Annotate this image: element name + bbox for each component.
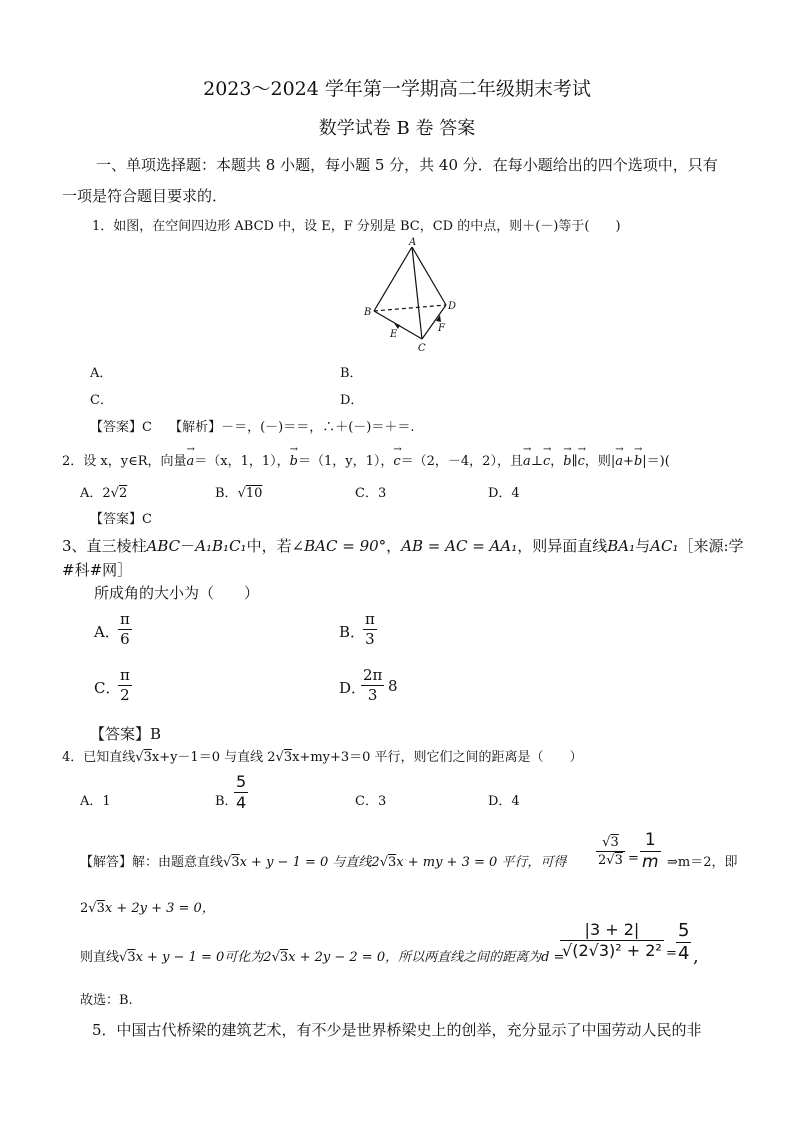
q4-solution-equals: = bbox=[628, 851, 639, 866]
q2-option-d: D．4 bbox=[488, 486, 520, 501]
q4-stem: 4．已知直线√3x+y－1＝0 与直线 2√3x+my+3＝0 平行，则它们之间的距离是（ ） bbox=[62, 750, 583, 765]
label-c: C bbox=[418, 343, 426, 354]
q1-option-b: B． bbox=[340, 366, 363, 381]
q2-stem-part1: 2．设 x，y∈R，向量 bbox=[62, 454, 187, 469]
q3-stem-line2: #科#网］ bbox=[62, 561, 133, 579]
q2-stem-part2: ＝（x，1，1）， bbox=[194, 454, 290, 469]
q2-option-c: C．3 bbox=[355, 486, 387, 501]
q4-solution-line2: 2√3x + 2y + 3 = 0， bbox=[80, 901, 215, 916]
q2-answer: 【答案】C bbox=[90, 512, 152, 527]
label-e: E bbox=[390, 329, 398, 340]
q2-stem-part4: ＝（2，－4，2），且 bbox=[400, 454, 523, 469]
q3-option-d-fraction: 2π 3 bbox=[363, 666, 383, 704]
exam-subtitle: 数学试卷 B 卷 答案 bbox=[318, 118, 476, 139]
q4-distance-comma: , bbox=[693, 946, 699, 967]
prism-a1b1c1: A₁B₁C₁ bbox=[195, 537, 247, 555]
q1-option-c: C． bbox=[90, 393, 113, 408]
line-ac1: AC₁ bbox=[650, 537, 679, 555]
q5-stem: 5．中国古代桥梁的建筑艺术，有不少是世界桥梁史上的创举，充分显示了中国劳动人民的非 bbox=[92, 1021, 702, 1039]
section-heading-line1: 一、单项选择题：本题共 8 小题，每小题 5 分，共 40 分．在每小题给出的四个选项中，只有 bbox=[96, 156, 718, 174]
q3-option-b-label: B． bbox=[339, 623, 366, 641]
q4-distance-equals: = bbox=[666, 946, 677, 961]
q4-solution-ratio: √3 2√3 bbox=[598, 835, 623, 868]
tetrahedron-figure bbox=[360, 235, 470, 355]
vector-a-3: → a bbox=[615, 454, 623, 469]
q3-option-a-fraction: π 6 bbox=[120, 610, 130, 648]
q2-option-a: A．2√2 bbox=[80, 486, 128, 501]
q4-option-c: C．3 bbox=[355, 794, 387, 809]
q2-stem-part3: ＝（1，y，1）， bbox=[297, 454, 394, 469]
q4-solution-inverse-m: 1 m bbox=[642, 830, 659, 872]
q4-solution-line1: 【解答】解：由题意直线√3x + y − 1 = 0 与直线2√3x + my + 3 = 0 平行，可得 bbox=[80, 855, 567, 870]
q4-option-b-fraction: 5 4 bbox=[236, 772, 247, 812]
q3-option-d-label: D． bbox=[339, 679, 367, 697]
q1-stem: 1．如图，在空间四边形 ABCD 中，设 E，F 分别是 BC，CD 的中点，则＋(－)等于( ) bbox=[92, 219, 621, 234]
q2-stem-part6: ， bbox=[550, 454, 564, 469]
edge-bd bbox=[374, 305, 446, 311]
q2-optB-radicand: 10 bbox=[245, 486, 263, 501]
q2-stem-part8: ，则| bbox=[584, 454, 616, 469]
q3-option-c-fraction: π 2 bbox=[120, 666, 130, 704]
q1-answer: 【答案】C 【解析】－＝，(－)＝＝，∴＋(－)＝＋＝. bbox=[90, 420, 415, 435]
q3-option-c-label: C． bbox=[94, 679, 121, 697]
q3-answer: 【答案】B bbox=[90, 725, 162, 743]
q3-option-a-label: A． bbox=[94, 623, 120, 641]
vector-b-2: → b bbox=[563, 454, 571, 469]
q4-conclusion: 故选：B. bbox=[80, 993, 133, 1008]
vector-a: → a bbox=[187, 454, 195, 469]
q3-option-b-fraction: π 3 bbox=[365, 610, 375, 648]
q2-option-b: B．√10 bbox=[215, 486, 263, 501]
label-d: D bbox=[448, 301, 457, 312]
q4-option-d: D．4 bbox=[488, 794, 520, 809]
q4-option-a: A．1 bbox=[80, 794, 111, 809]
section-heading-line2: 一项是符合题目要求的． bbox=[62, 187, 228, 205]
parallel-symbol: ∥ bbox=[571, 454, 578, 469]
q4-option-b-label: B． bbox=[215, 794, 238, 809]
line-ba1: BA₁ bbox=[607, 537, 636, 555]
plus-symbol: + bbox=[623, 454, 634, 469]
q2-stem-part10: |＝)( bbox=[642, 454, 670, 469]
q3-stem-line1: 3、直三棱柱ABC－A₁B₁C₁中，若∠BAC = 90°，AB = AC = AA₁，则异面直线BA₁与AC₁［来源:学 bbox=[62, 537, 744, 555]
vector-b: → b bbox=[290, 454, 298, 469]
vector-a-2: → a bbox=[523, 454, 531, 469]
q4-distance-result: 5 4 bbox=[678, 920, 690, 964]
label-b: B bbox=[364, 307, 372, 318]
q4-solution-tail: ⇒m＝2，即 bbox=[667, 855, 738, 870]
q2-stem bbox=[62, 450, 670, 469]
q4-distance-fraction: |3 + 2| √(2√3)² + 2² bbox=[562, 920, 662, 960]
q4-solution-line3: 则直线√3x + y − 1 = 0可化为2√3x + 2y − 2 = 0，所以两直线之间的距离为d = bbox=[80, 950, 565, 965]
exam-title: 2023～2024 学年第一学期高二年级期末考试 bbox=[203, 78, 591, 100]
q1-option-d: D． bbox=[340, 393, 364, 408]
label-f: F bbox=[438, 323, 445, 334]
prism-abc: ABC bbox=[146, 537, 181, 555]
vector-c: → c bbox=[393, 454, 400, 469]
perp-symbol: ⊥ bbox=[530, 454, 543, 469]
angle-bac: ∠BAC = 90° bbox=[291, 537, 387, 555]
edge-ab bbox=[374, 247, 412, 311]
label-a: A bbox=[409, 237, 417, 248]
q1-option-a: A． bbox=[90, 366, 113, 381]
vector-c-2: → c bbox=[543, 454, 550, 469]
q3-option-d-tail: 8 bbox=[388, 677, 398, 695]
vector-c-3: → c bbox=[578, 454, 585, 469]
q3-stem-line3: 所成角的大小为（ ） bbox=[94, 584, 260, 602]
equal-edges: AB = AC = AA₁ bbox=[401, 537, 518, 555]
q2-optA-radicand: 2 bbox=[118, 486, 128, 501]
vector-b-3: → b bbox=[634, 454, 642, 469]
